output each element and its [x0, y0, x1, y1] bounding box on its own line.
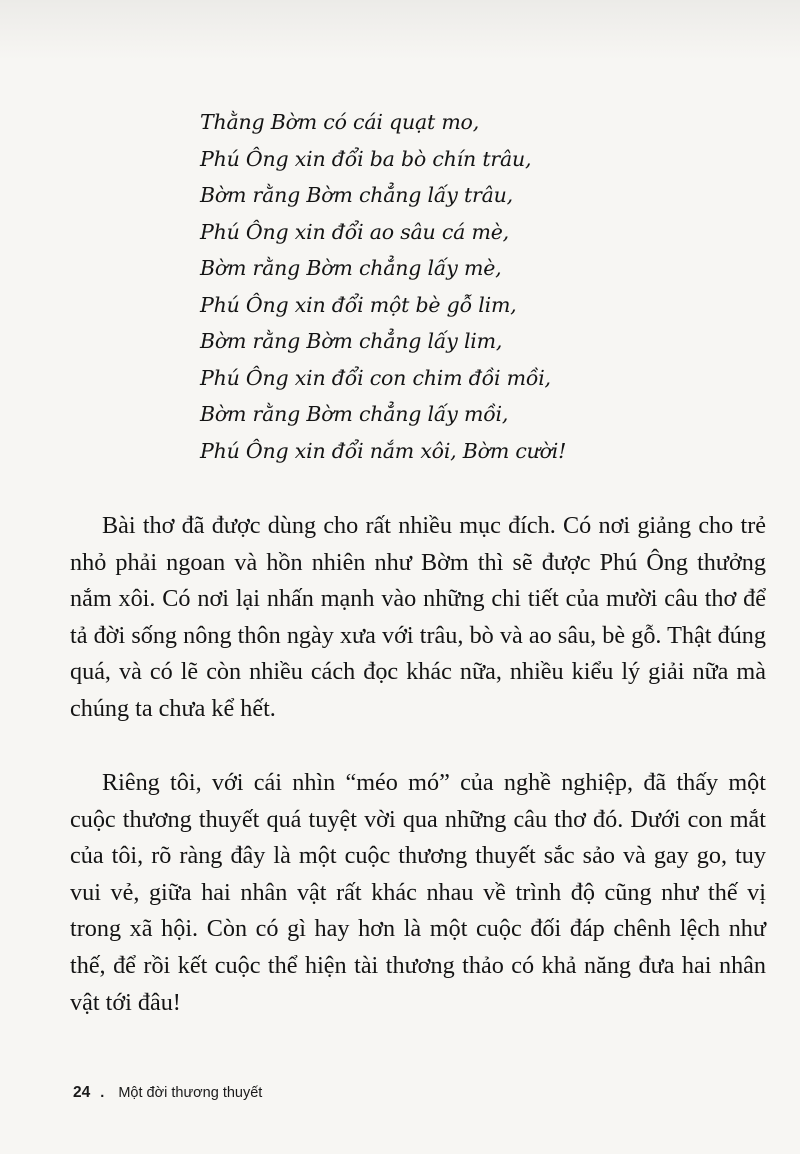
poem-line: Phú Ông xin đổi con chim đồi mồi,	[200, 365, 551, 390]
poem-line: Phú Ông xin đổi nắm xôi, Bờm cười!	[200, 438, 567, 463]
body-paragraph-2: Riêng tôi, với cái nhìn “méo mó” của nghề nghiệp, đã thấy một cuộc thương thuyết quá tuyệt vời qua những câu thơ đó. Dưới con mắt của tôi, rõ ràng đây là một cuộc thương thuyết sắc sảo và gay go, tuy vui vẻ, giữa hai nhân vật rất khác nhau về trình độ cũng như thế vị trong xã hội. Còn có gì hay hơn là một cuộc đối đáp chênh lệch như thế, để rồi kết cuộc thể hiện tài thương thảo có khả năng đưa hai nhân vật tới đâu!	[70, 769, 766, 1016]
footer-separator: .	[100, 1085, 105, 1101]
page-footer	[73, 1084, 262, 1102]
poem-line: Bờm rằng Bờm chẳng lấy mè,	[200, 256, 502, 280]
poem-line: Phú Ông xin đổi ba bò chín trâu,	[200, 146, 532, 171]
poem-line: Bờm rằng Bờm chẳng lấy mồi,	[200, 402, 509, 426]
page-number: 24	[73, 1084, 91, 1101]
poem-line: Thằng Bờm có cái quạt mo,	[200, 110, 480, 134]
poem-line: Bờm rằng Bờm chẳng lấy trâu,	[200, 183, 513, 207]
poem-line: Phú Ông xin đổi ao sâu cá mè,	[200, 219, 509, 244]
poem-block	[200, 104, 620, 469]
running-book-title: Một đời thương thuyết	[118, 1085, 263, 1101]
body-paragraph-1: Bài thơ đã được dùng cho rất nhiều mục đích. Có nơi giảng cho trẻ nhỏ phải ngoan và hồn nhiên như Bờm thì sẽ được Phú Ông thưởng nắm xôi. Có nơi lại nhấn mạnh vào những chi tiết của mười câu thơ để tả đời sống nông thôn ngày xưa với trâu, bò và ao sâu, bè gỗ. Thật đúng quá, và có lẽ còn nhiều cách đọc khác nữa, nhiều kiểu lý giải nữa mà chúng ta chưa kể hết.	[70, 512, 766, 722]
poem-line: Bờm rằng Bờm chẳng lấy lim,	[200, 329, 503, 353]
poem-line: Phú Ông xin đổi một bè gỗ lim,	[200, 292, 517, 317]
page-top-shadow	[0, 0, 800, 60]
